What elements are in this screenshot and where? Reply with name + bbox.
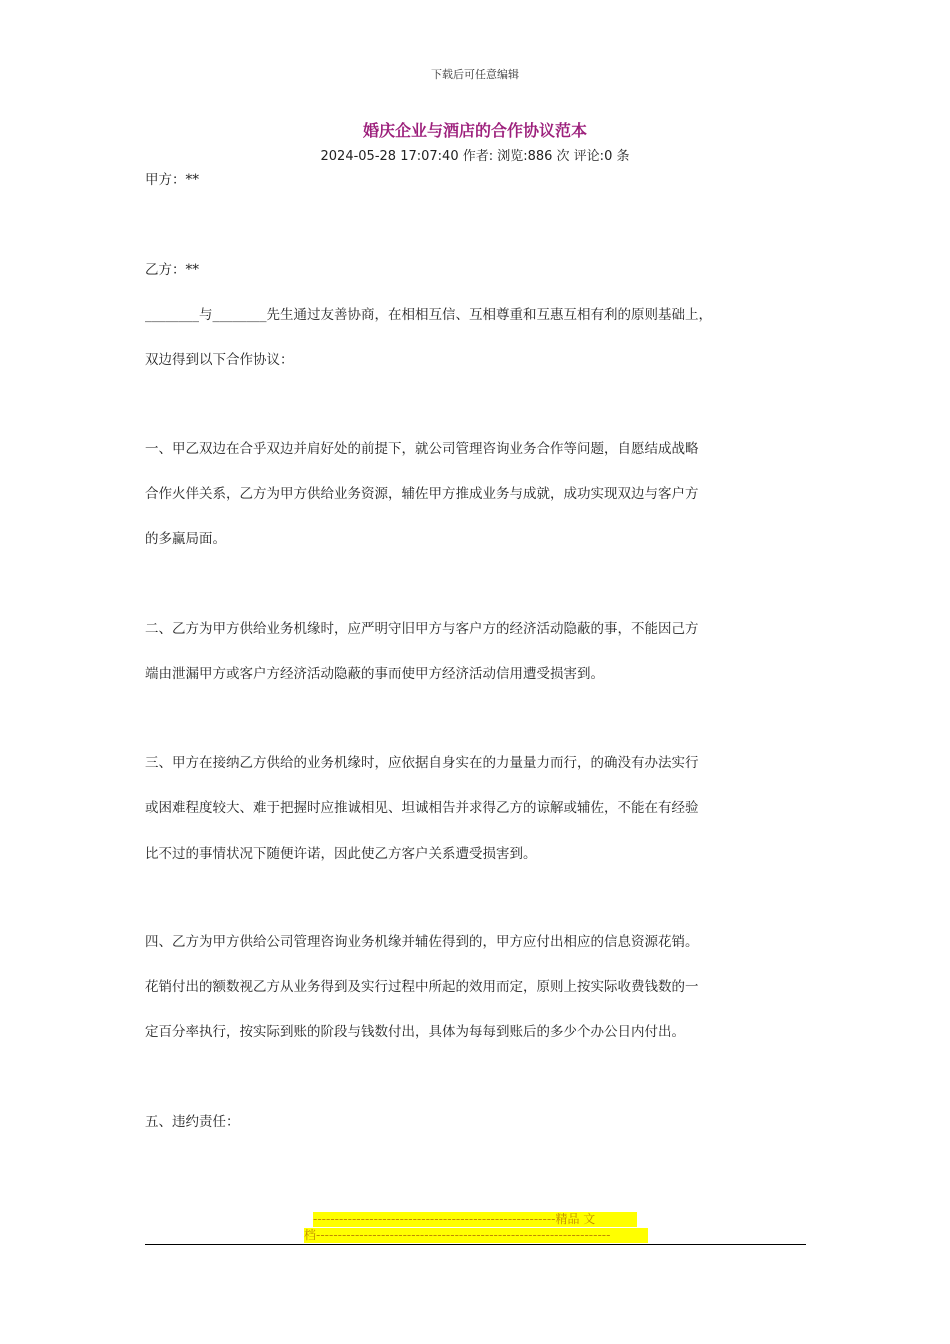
clause-3-line: 或困难程度较大、难于把握时应推诚相见、坦诚相告并求得乙方的谅解或辅佐，不能在有经验 <box>145 800 699 816</box>
clause-4-line: 定百分率执行，按实际到账的阶段与钱数付出，具体为每每到账后的多少个办公日内付出。 <box>145 1024 685 1040</box>
footer-rule <box>145 1244 806 1245</box>
body-line: 双边得到以下合作协议： <box>145 352 294 368</box>
clause-4-line: 四、乙方为甲方供给公司管理咨询业务机缘并辅佐得到的，甲方应付出相应的信息资源花销。 <box>145 934 699 950</box>
clause-1-line: 一、甲乙双边在合乎双边并肩好处的前提下，就公司管理咨询业务合作等问题，自愿结成战略 <box>145 441 699 457</box>
clause-5-heading: 五、违约责任： <box>145 1114 240 1130</box>
clause-1-line: 合作火伴关系，乙方为甲方供给业务资源，辅佐甲方推成业务与成就，成功实现双边与客户方 <box>145 486 699 502</box>
clause-4-line: 花销付出的额数视乙方从业务得到及实行过程中所起的效用而定，原则上按实际收费钱数的一 <box>145 979 699 995</box>
clause-3-line: 三、甲方在接纳乙方供给的业务机缘时，应依据自身实在的力量量力而行，的确没有办法实行 <box>145 755 699 771</box>
document-title: 婚庆企业与酒店的合作协议范本 <box>362 121 587 140</box>
body-line: ________与________先生通过友善协商，在相相互信、互相尊重和互惠互相有利的原则基础上， <box>145 307 712 323</box>
clause-3-line: 比不过的事情状况下随便许诺，因此使乙方客户关系遭受损害到。 <box>145 846 537 862</box>
clause-2-line: 二、乙方为甲方供给业务机缘时，应严明守旧甲方与客户方的经济活动隐蔽的事，不能因己方 <box>145 621 699 637</box>
clause-1-line: 的多赢局面。 <box>145 531 226 547</box>
clause-2-line: 端由泄漏甲方或客户方经济活动隐蔽的事而使甲方经济活动信用遭受损害到。 <box>145 666 604 682</box>
footer-watermark-line-2: 档-------------------------------------------------------------------- <box>304 1228 648 1243</box>
party-b-line: 乙方：** <box>145 262 199 278</box>
party-a-line: 甲方：** <box>145 172 199 188</box>
document-meta: 2024-05-28 17:07:40 作者: 浏览:886 次 评论:0 条 <box>320 149 630 164</box>
header-note: 下载后可任意编辑 <box>431 68 519 81</box>
footer-watermark-line-1: --------------------------------------------------------精品 文 <box>313 1212 637 1227</box>
